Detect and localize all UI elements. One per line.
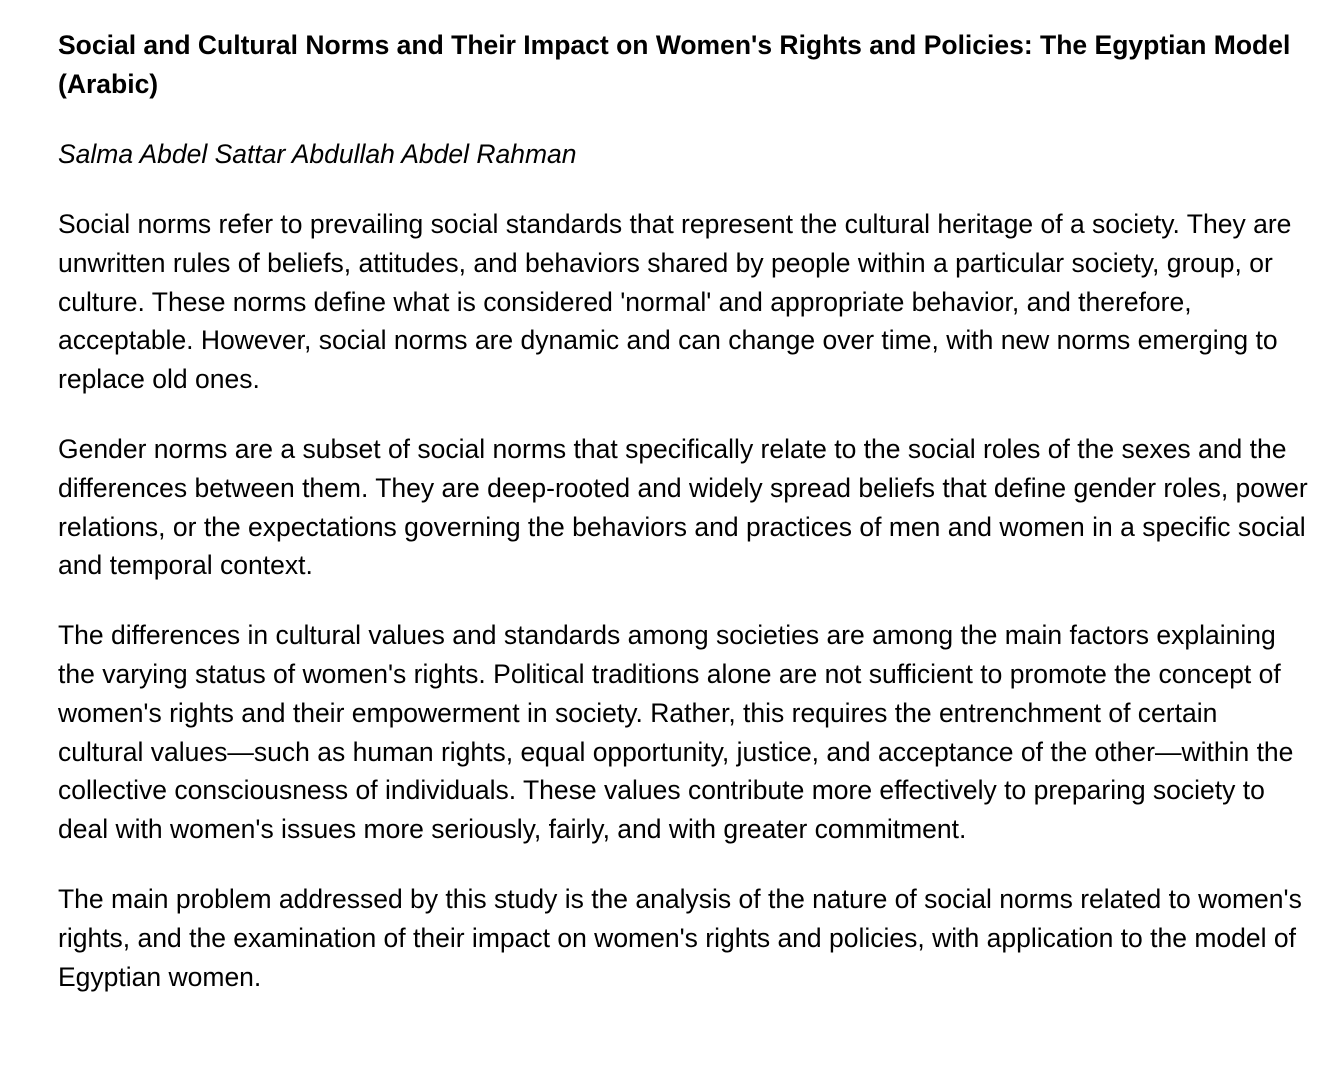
article xyxy=(58,26,1308,996)
article-title: Social and Cultural Norms and Their Impact on Women's Rights and Policies: The Egyptian Model (Arabic) xyxy=(58,30,1291,99)
paragraph-cultural-values: The differences in cultural values and standards among societies are among the main factors explaining the varying status of women's rights. Political traditions alone are not sufficient to promote the concept of women's rights and their empowerment in society. Rather, this requires the entrenchment of certain cultural values—such as human rights, equal opportunity, justice, and acceptance of the other—within the collective consciousness of individuals. These values contribute more effectively to preparing society to deal with women's issues more seriously, fairly, and with greater commitment. xyxy=(58,620,1294,845)
paragraph-study-problem: The main problem addressed by this study is the analysis of the nature of social norms related to women's rights, and the examination of their impact on women's rights and policies, with application to the model of Egyptian women. xyxy=(58,883,1302,992)
paragraph-social-norms: Social norms refer to prevailing social standards that represent the cultural heritage of a society. They are unwritten rules of beliefs, attitudes, and behaviors shared by people within a particular society, group, or culture. These norms define what is considered 'normal' and appropriate behavior, and therefore, acceptable. However, social norms are dynamic and can change over time, with new norms emerging to replace old ones. xyxy=(58,209,1292,395)
article-author: Salma Abdel Sattar Abdullah Abdel Rahman xyxy=(58,139,577,169)
paragraph-gender-norms: Gender norms are a subset of social norms that specifically relate to the social roles of the sexes and the differences between them. They are deep-rooted and widely spread beliefs that define gender roles, power relations, or the expectations governing the behaviors and practices of men and women in a specific social and temporal context. xyxy=(58,433,1308,581)
